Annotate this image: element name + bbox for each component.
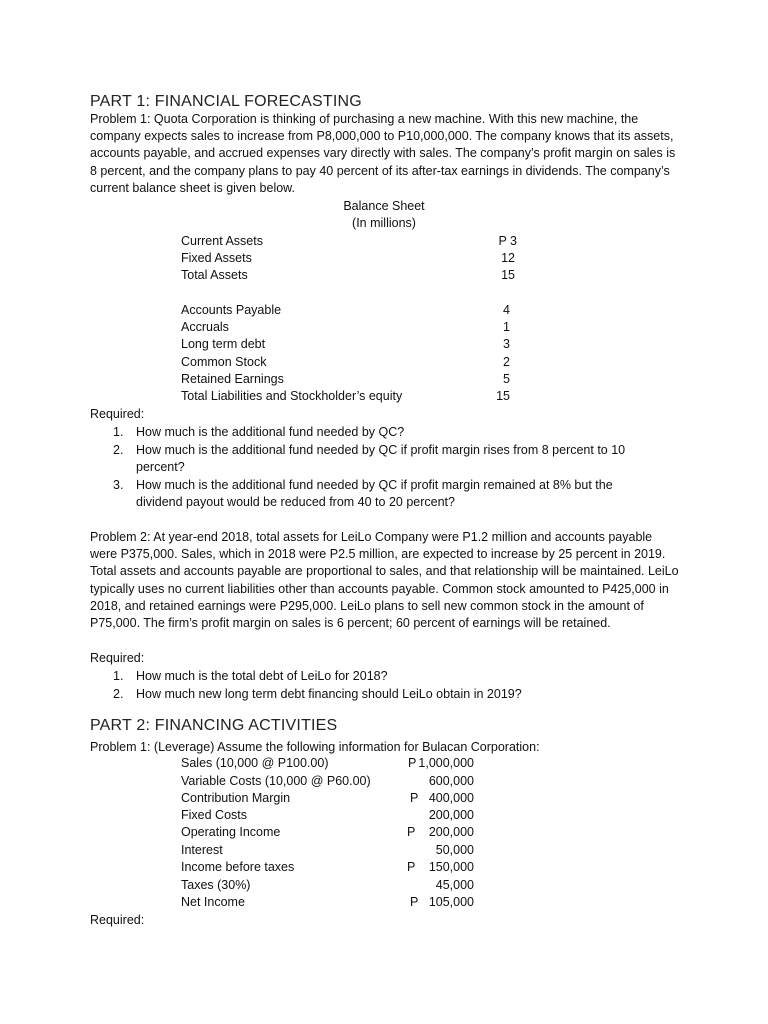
bs-row-value: 15 (501, 268, 515, 282)
list-number: 3. (113, 478, 124, 492)
income-row-value: 200,000 (428, 808, 474, 822)
income-row-label: Operating Income (181, 825, 281, 839)
income-row-value: 1,000,000 (418, 756, 474, 770)
income-row-currency: P (407, 860, 416, 874)
part1-problem2-text: Problem 2: At year-end 2018, total assets for LeiLo Company were P1.2 million and accounts payable were P375,000. Sales, which in 2018 were P2.5 million, are expected to increase by 25 percent in 2019. Total assets and accounts payable are proportional to sales, and that relationship will be maintained. LeiLo typically uses no current liabilities other than accounts payable. Common stock amounted to P425,000 in 2018, and retained earnings were P295,000. LeiLo plans to sell new common stock in the amount of P75,000. The firm’s profit margin on sales is 6 percent; 60 percent of earnings will be retained. (90, 530, 679, 631)
list-text: How much is the total debt of LeiLo for 2018? (136, 669, 388, 683)
bs-row-label: Current Assets (181, 234, 263, 248)
part1-heading: PART 1: FINANCIAL FORECASTING (90, 93, 362, 110)
income-row-value: 45,000 (435, 878, 474, 892)
bs-row-value: 12 (501, 251, 515, 265)
bs-row-label: Fixed Assets (181, 251, 252, 265)
income-row-value: 200,000 (428, 825, 474, 839)
bs-row-value: 4 (503, 303, 510, 317)
income-row-label: Net Income (181, 895, 245, 909)
bs-row-label: Total Liabilities and Stockholder’s equity (181, 389, 403, 403)
list-text: How much is the additional fund needed by QC if profit margin rises from 8 percent to 10 percent? (136, 443, 626, 475)
income-row-currency: P (410, 791, 419, 805)
income-row-label: Contribution Margin (181, 791, 291, 805)
income-row-label: Variable Costs (10,000 @ P60.00) (181, 774, 371, 788)
income-row-label: Taxes (30%) (181, 878, 251, 892)
bs-row-value: 2 (503, 355, 510, 369)
part2-heading: PART 2: FINANCING ACTIVITIES (90, 717, 338, 734)
income-row-value: 50,000 (435, 843, 474, 857)
list-number: 1. (113, 425, 124, 439)
list-item (113, 668, 656, 685)
list-text: How much is the additional fund needed by QC? (136, 425, 405, 439)
income-row-label: Interest (181, 843, 223, 857)
balance-sheet-subtitle: (In millions) (352, 216, 416, 230)
required-label: Required: (90, 651, 145, 665)
income-row-label: Fixed Costs (181, 808, 247, 822)
bs-row-label: Retained Earnings (181, 372, 284, 386)
list-text: How much is the additional fund needed by QC if profit margin remained at 8% but the dividend payout would be reduced from 40 to 20 percent? (136, 478, 613, 510)
income-row-value: 150,000 (428, 860, 474, 874)
bs-row-value: 15 (496, 389, 510, 403)
bs-row-value: 1 (503, 320, 510, 334)
list-text: How much new long term debt financing should LeiLo obtain in 2019? (136, 687, 522, 701)
bs-row-label: Common Stock (181, 355, 267, 369)
bs-row-value: 5 (503, 372, 510, 386)
income-row-value: 105,000 (428, 895, 474, 909)
balance-sheet-title: Balance Sheet (343, 199, 425, 213)
list-item (113, 686, 656, 703)
bs-row-value: 3 (503, 337, 510, 351)
list-number: 1. (113, 669, 124, 683)
bs-row-label: Long term debt (181, 337, 266, 351)
part2-problem1-text: Problem 1: (Leverage) Assume the following information for Bulacan Corporation: (90, 740, 540, 754)
list-number: 2. (113, 443, 124, 457)
income-row-value: 400,000 (428, 791, 474, 805)
bs-row-value: P 3 (498, 234, 517, 248)
list-item (113, 477, 656, 511)
bs-row-label: Total Assets (181, 268, 248, 282)
list-item (113, 442, 656, 476)
income-row-label: Income before taxes (181, 860, 295, 874)
income-row-value: 600,000 (428, 774, 474, 788)
list-number: 2. (113, 687, 124, 701)
required-label: Required: (90, 913, 145, 927)
part1-problem1-text: Problem 1: Quota Corporation is thinking of purchasing a new machine. With this new machine, the company expects sales to increase from P8,000,000 to P10,000,000. The company knows that its assets, accounts payable, and accrued expenses vary directly with sales. The company’s profit margin on sales is 8 percent, and the company plans to pay 40 percent of its after-tax earnings in dividends. The company’s current balance sheet is given below. (90, 112, 676, 195)
bs-row-label: Accounts Payable (181, 303, 282, 317)
income-row-currency: P (407, 825, 416, 839)
required-label: Required: (90, 407, 145, 421)
income-row-label: Sales (10,000 @ P100.00) (181, 756, 329, 770)
income-row-currency: P (410, 895, 419, 909)
list-item (113, 424, 656, 441)
bs-row-label: Accruals (181, 320, 229, 334)
income-row-currency: P (408, 756, 417, 770)
